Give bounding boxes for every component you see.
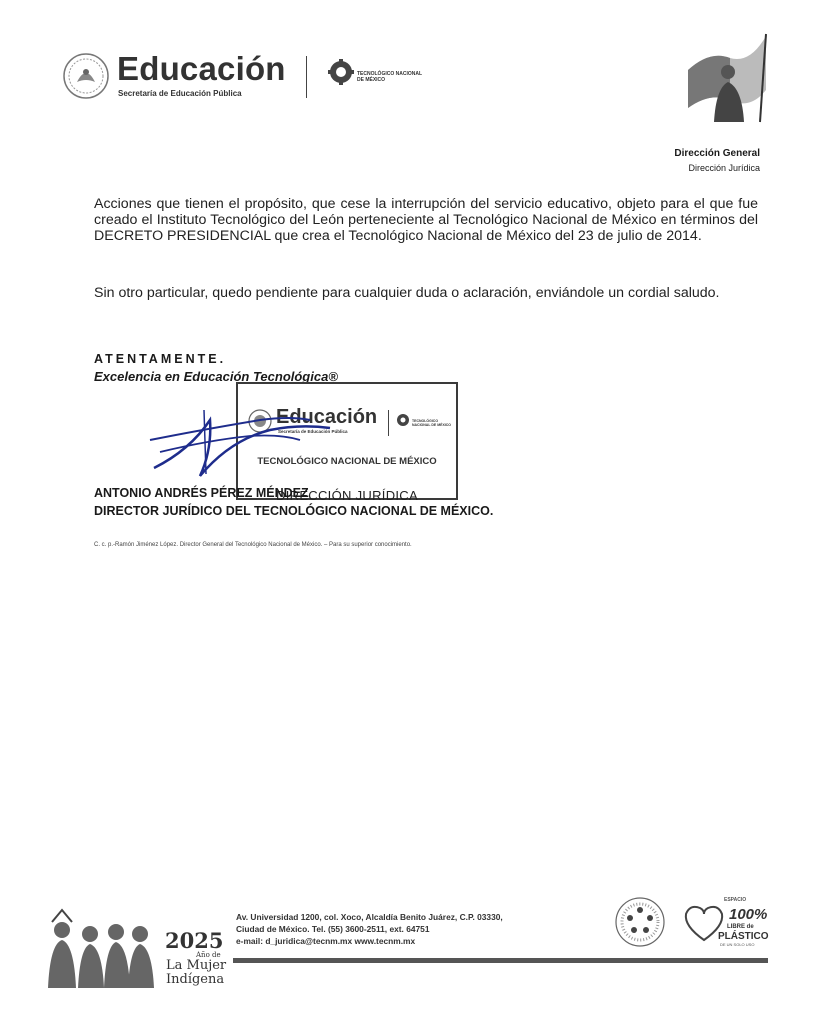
footer-motto bbox=[166, 959, 226, 987]
indigenous-women-illustration bbox=[40, 908, 160, 988]
footer-motto-line1: La Mujer bbox=[166, 958, 227, 973]
stamp-brand: Educación bbox=[276, 406, 378, 428]
stamp-institution-line: TECNOLÓGICO NACIONAL DE MÉXICO bbox=[257, 456, 437, 467]
footer-year: 2025 bbox=[165, 928, 224, 953]
stamp-tecnm-gear-icon bbox=[396, 413, 410, 427]
signer-block bbox=[94, 484, 493, 520]
footer-year-label: Año de bbox=[196, 951, 221, 959]
stamp-department-line: DIRECCIÓN JURÍDICA bbox=[276, 488, 418, 503]
header-divider bbox=[306, 56, 307, 98]
office-title: Dirección General bbox=[674, 148, 760, 159]
footer-rule bbox=[233, 958, 768, 963]
stamp-tecnm-name: TECNOLÓGICO NACIONAL DE MÉXICO bbox=[412, 419, 452, 427]
circular-institution-seal bbox=[614, 896, 666, 948]
badge-percent: 100% bbox=[729, 906, 768, 923]
brand-title: Educación bbox=[117, 50, 286, 87]
office-subtitle: Dirección Jurídica bbox=[688, 163, 760, 173]
handwritten-signature bbox=[140, 390, 340, 490]
badge-tiny-label: DE UN SOLO USO bbox=[720, 942, 755, 947]
address-line-2: Ciudad de México. Tel. (55) 3600-2511, ext. 64751 bbox=[236, 924, 430, 934]
carbon-copy-note: C. c. p.-Ramón Jiménez López. Director General del Tecnológico Nacional de México. – Para su superior conocimiento. bbox=[94, 542, 412, 548]
closing-salutation: ATENTAMENTE. bbox=[94, 352, 227, 366]
address-line-1: Av. Universidad 1200, col. Xoco, Alcaldía Benito Juárez, C.P. 03330, bbox=[236, 912, 503, 922]
flag-woman-illustration bbox=[680, 30, 772, 126]
tecnm-gear-icon bbox=[327, 58, 355, 86]
badge-plastic-label: PLÁSTICO bbox=[718, 931, 769, 942]
body-paragraph-1: Acciones que tienen el propósito, que cese la interrupción del servicio educativo, objeto para el que fue creado el Instituto Tecnológico del León perteneciente al Tecnológico Nacional de México en términos del DECRETO PRESIDENCIAL que crea el Tecnológico Nacional de México del 23 de julio de 2014. bbox=[94, 196, 758, 244]
institutional-motto: Excelencia en Educación Tecnológica® bbox=[94, 369, 338, 384]
coat-of-arms-seal bbox=[62, 52, 110, 100]
plastic-free-badge bbox=[682, 896, 772, 948]
stamp-divider bbox=[388, 410, 389, 436]
badge-libre-label: LIBRE de bbox=[727, 924, 754, 930]
footer-motto-line2: Indígena bbox=[166, 972, 225, 987]
footer-address bbox=[236, 911, 503, 947]
address-line-3: e-mail: d_juridica@tecnm.mx www.tecnm.mx bbox=[236, 936, 416, 946]
signer-name: ANTONIO ANDRÉS PÉREZ MÉNDEZ bbox=[94, 486, 309, 500]
body-paragraph-2: Sin otro particular, quedo pendiente para cualquier duda o aclaración, enviándole un cordial saludo. bbox=[94, 285, 720, 301]
brand-subtitle: Secretaría de Educación Pública bbox=[118, 89, 242, 98]
badge-top-label: ESPACIO bbox=[724, 897, 747, 903]
signer-title: DIRECTOR JURÍDICO DEL TECNOLÓGICO NACIONAL DE MÉXICO. bbox=[94, 504, 494, 518]
tecnm-name: TECNOLÓGICO NACIONAL DE MÉXICO bbox=[357, 71, 422, 83]
stamp-brand-subtitle: Secretaría de Educación Pública bbox=[278, 429, 348, 434]
